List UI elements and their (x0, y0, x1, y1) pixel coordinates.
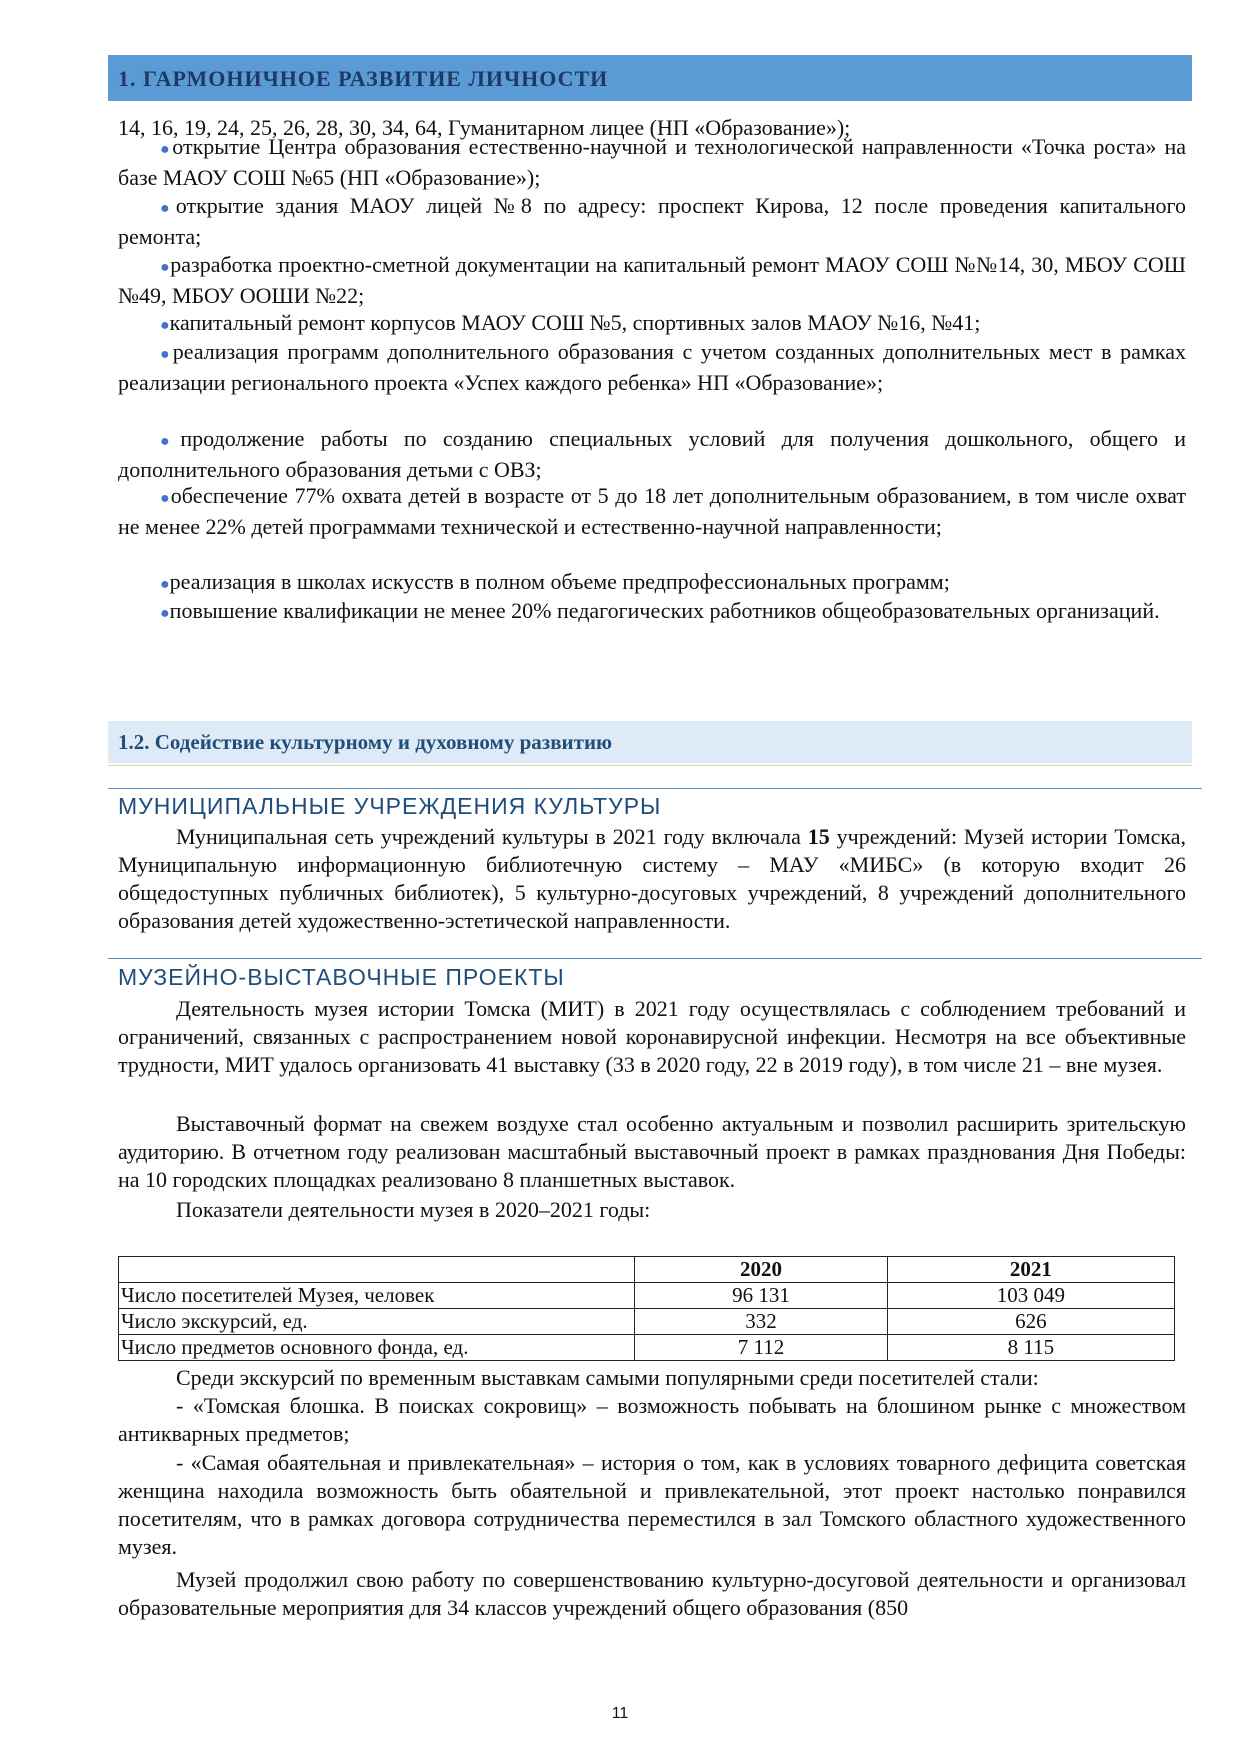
section-title: 1. ГАРМОНИЧНОЕ РАЗВИТИЕ ЛИЧНОСТИ (108, 55, 1192, 101)
list-item: ●реализация программ дополнительного образования с учетом созданных дополнительных мест в рамках реализации регионального проекта «Успех каждого ребенка» НП «Образование»; (118, 339, 1186, 395)
paragraph: Показатели деятельности музея в 2020–2021 годы: (176, 1197, 651, 1222)
bullet-icon: ● (160, 433, 181, 450)
list-item: ●открытие Центра образования естественно-научной и технологической направленности «Точка роста» на базе МАОУ СОШ №65 (НП «Образование»); (118, 134, 1186, 190)
bullet-icon: ● (160, 317, 170, 334)
table-cell: Число экскурсий, ед. (119, 1309, 635, 1335)
table-header-cell (119, 1257, 635, 1283)
bullet-icon: ● (160, 576, 170, 593)
list-continuation: 14, 16, 19, 24, 25, 26, 28, 30, 34, 64, Гуманитарном лицее (НП «Образование»); (118, 115, 851, 140)
table-cell: Число посетителей Музея, человек (119, 1283, 635, 1309)
list-item: ●реализация в школах искусств в полном объеме предпрофессиональных программ; (160, 569, 950, 594)
culture-paragraph: Муниципальная сеть учреждений культуры в 2021 году включала 15 учреждений: Музей истории Томска, Муниципальную информационную библиотечную систему – МАУ «МИБС» (в которую входит 26 общедоступных публичных библиотек), 5 культурно-досуговых учреждений, 8 учреждений дополнительного образования детей художественно-эстетической направленности. (118, 824, 1186, 933)
table-row (119, 1335, 1175, 1361)
table-cell: 7 112 (635, 1335, 888, 1361)
divider (108, 958, 1202, 959)
list-item: ●капитальный ремонт корпусов МАОУ СОШ №5, спортивных залов МАОУ №16, №41; (160, 310, 981, 335)
divider (108, 788, 1202, 789)
bullet-icon: ● (160, 605, 170, 622)
list-item: ●обеспечение 77% охвата детей в возрасте от 5 до 18 лет дополнительным образованием, в том числе охват не менее 22% детей программами технической и естественно-научной направленности; (118, 483, 1186, 539)
table-cell: 626 (887, 1309, 1174, 1335)
museum-heading: МУЗЕЙНО-ВЫСТАВОЧНЫЕ ПРОЕКТЫ (118, 964, 565, 990)
culture-heading: МУНИЦИПАЛЬНЫЕ УЧРЕЖДЕНИЯ КУЛЬТУРЫ (118, 793, 662, 819)
table-cell: 332 (635, 1309, 888, 1335)
table-cell: Число предметов основного фонда, ед. (119, 1335, 635, 1361)
paragraph: Среди экскурсий по временным выставкам самыми популярными среди посетителей стали: (176, 1365, 1039, 1390)
list-item: ●повышение квалификации не менее 20% педагогических работников общеобразовательных организаций. (160, 598, 1160, 623)
bullet-icon: ● (160, 346, 173, 363)
list-item: ●разработка проектно-сметной документации на капитальный ремонт МАОУ СОШ №№14, 30, МБОУ СОШ №49, МБОУ ООШИ №22; (118, 252, 1186, 308)
subsection-title: 1.2. Содействие культурному и духовному развитию (108, 721, 1192, 763)
table-header-cell: 2020 (635, 1257, 888, 1283)
table-header-cell: 2021 (887, 1257, 1174, 1283)
table-row (119, 1309, 1175, 1335)
page-number: 11 (611, 1705, 629, 1722)
table-row (119, 1283, 1175, 1309)
bullet-icon: ● (160, 200, 176, 217)
paragraph: Музей продолжил свою работу по совершенствованию культурно-досуговой деятельности и организовал образовательные мероприятия для 34 классов учреждений общего образования (850 (118, 1567, 1186, 1620)
table-cell: 96 131 (635, 1283, 888, 1309)
paragraph: Деятельность музея истории Томска (МИТ) в 2021 году осуществлялась с соблюдением требований и ограничений, связанных с распространением новой коронавирусной инфекции. Несмотря на все объективные трудности, МИТ удалось организовать 41 выставку (33 в 2020 году, 22 в 2019 году), в том числе 21 – вне музея. (118, 996, 1186, 1077)
bullet-icon: ● (160, 259, 171, 276)
table-cell: 103 049 (887, 1283, 1174, 1309)
paragraph: Выставочный формат на свежем воздухе стал особенно актуальным и позволил расширить зрительскую аудиторию. В отчетном году реализован масштабный выставочный проект в рамках празднования Дня Победы: на 10 городских площадках реализовано 8 планшетных выставок. (118, 1111, 1186, 1192)
bullet-icon: ● (160, 141, 173, 158)
table-header-row (119, 1257, 1175, 1283)
list-item: ●продолжение работы по созданию специальных условий для получения дошкольного, общего и дополнительного образования детьми с ОВЗ; (118, 426, 1187, 482)
table-cell: 8 115 (887, 1335, 1174, 1361)
list-item: ●открытие здания МАОУ лицей №8 по адресу: проспект Кирова, 12 после проведения капитального ремонта; (118, 193, 1186, 249)
divider (108, 765, 1192, 766)
paragraph: - «Томская блошка. В поисках сокровищ» – возможность побывать на блошином рынке с множеством антикварных предметов; (118, 1393, 1186, 1446)
paragraph: - «Самая обаятельная и привлекательная» – история о том, как в условиях товарного дефицита советская женщина находила возможность быть обаятельной и привлекательной, этот проект настолько понравился посетителям, что в рамках договора сотрудничества переместился в зал Томского областного художественного музея. (118, 1450, 1186, 1559)
museum-stats-table (118, 1256, 1175, 1361)
bullet-icon: ● (160, 490, 171, 507)
